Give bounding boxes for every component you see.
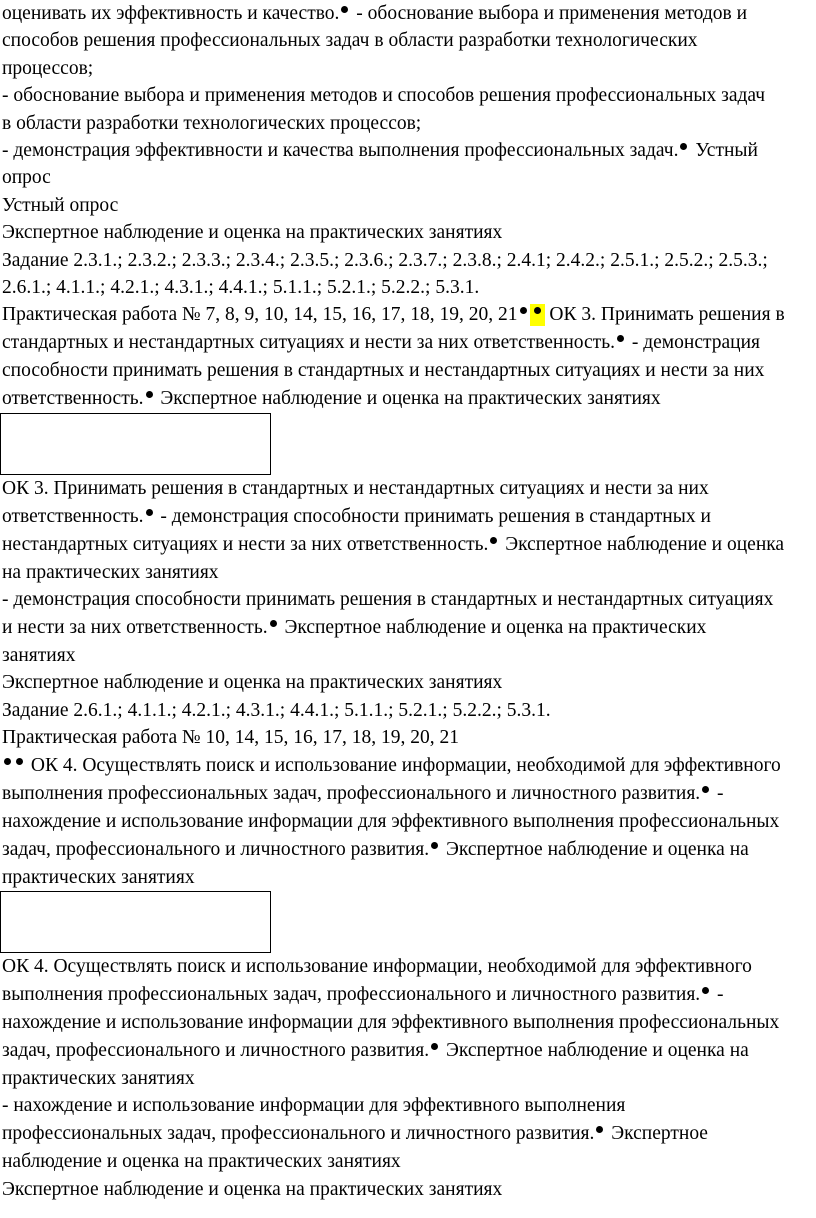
text-line: нахождение и использование информации для эффективного выполнения профессиональных — [2, 810, 780, 832]
text-line: практических занятиях — [2, 1068, 195, 1090]
text-line: оценивать их эффективность и качество. - обоснование выбора и применения методов и — [2, 3, 748, 24]
text-line: Практическая работа № 10, 14, 15, 16, 17, 18, 19, 20, 21 — [2, 727, 460, 749]
text-line: - демонстрация эффективности и качества выполнения профессиональных задач. Устный — [2, 139, 758, 161]
text-line: способов решения профессиональных задач в области разработки технологических — [2, 30, 698, 52]
text-line: ОК 3. Принимать решения в стандартных и нестандартных ситуациях и нести за них — [2, 477, 709, 499]
bullet-icon — [341, 6, 348, 13]
text-line: - обоснование выбора и применения методов и способов решения профессиональных задач — [2, 85, 766, 107]
highlighted-marker — [530, 304, 545, 326]
empty-cell-box — [0, 891, 271, 953]
text-line: 2.6.1.; 4.1.1.; 4.2.1.; 4.3.1.; 4.4.1.; 5.1.1.; 5.2.1.; 5.2.2.; 5.3.1. — [2, 276, 480, 298]
text-line: занятиях — [2, 645, 76, 667]
text-line: Экспертное наблюдение и оценка на практических занятиях — [2, 222, 503, 244]
text-line: Экспертное наблюдение и оценка на практических занятиях — [2, 672, 503, 694]
text-line: стандартных и нестандартных ситуациях и нести за них ответственность. - демонстрация — [2, 331, 760, 353]
text-line: на практических занятиях — [2, 561, 219, 583]
bullet-icon — [680, 143, 687, 150]
text-line: задач, профессионального и личностного развития. Экспертное наблюдение и оценка на — [2, 838, 749, 860]
text-line: Практическая работа № 7, 8, 9, 10, 14, 15, 16, 17, 18, 19, 20, 21 ОК 3. Принимать решения в — [2, 304, 785, 326]
text-line: ОК 4. Осуществлять поиск и использование информации, необходимой для эффективного — [2, 752, 816, 780]
text-line: профессиональных задач, профессионального и личностного развития. Экспертное — [2, 1123, 708, 1145]
text-line: опрос — [2, 167, 51, 189]
text-line: - нахождение и использование информации для эффективного выполнения — [2, 1095, 626, 1117]
bullet-icon — [431, 842, 438, 849]
text-line: процессов; — [2, 57, 94, 79]
text-line: - демонстрация способности принимать решения в стандартных и нестандартных ситуациях — [2, 589, 774, 611]
text-line: ОК 4. Осуществлять поиск и использование информации, необходимой для эффективного — [2, 956, 752, 978]
text-line: наблюдение и оценка на практических занятиях — [2, 1151, 401, 1173]
text-line: задач, профессионального и личностного развития. Экспертное наблюдение и оценка на — [2, 1040, 749, 1062]
text-line: нахождение и использование информации для эффективного выполнения профессиональных — [2, 1012, 780, 1034]
text-line: и нести за них ответственность. Экспертное наблюдение и оценка на практических — [2, 617, 707, 639]
bullet-icon — [146, 509, 153, 516]
bullet-icon — [702, 786, 709, 793]
text-line: Задание 2.6.1.; 4.1.1.; 4.2.1.; 4.3.1.; 4.4.1.; 5.1.1.; 5.2.1.; 5.2.2.; 5.3.1. — [2, 699, 551, 721]
bullet-icon — [146, 391, 153, 398]
bullet-icon — [534, 307, 541, 314]
text-line: нестандартных ситуациях и нести за них ответственность. Экспертное наблюдение и оценка — [2, 533, 785, 555]
bullet-icon — [490, 537, 497, 544]
text-line: способности принимать решения в стандартных и нестандартных ситуациях и нести за них — [2, 359, 765, 381]
text-line: ответственность. Экспертное наблюдение и оценка на практических занятиях — [2, 387, 661, 409]
bullet-icon — [16, 758, 23, 765]
text-line: практических занятиях — [2, 866, 195, 888]
text-line: Задание 2.3.1.; 2.3.2.; 2.3.3.; 2.3.4.; 2.3.5.; 2.3.6.; 2.3.7.; 2.3.8.; 2.4.1; 2.4.2.; 2.5.1.; 2.5.2.; 2.5.3.; — [2, 249, 768, 271]
bullet-icon — [431, 1043, 438, 1050]
bullet-icon — [702, 987, 709, 994]
bullet-icon — [617, 335, 624, 342]
empty-cell-box — [0, 413, 271, 475]
text-line: выполнения профессиональных задач, профессионального и личностного развития. - — [2, 782, 724, 804]
bullet-icon — [520, 307, 527, 314]
bullet-icon — [4, 758, 11, 765]
text-line: Экспертное наблюдение и оценка на практических занятиях — [2, 1178, 503, 1200]
bullet-icon — [270, 620, 277, 627]
bullet-icon — [596, 1126, 603, 1133]
text-line: выполнения профессиональных задач, профессионального и личностного развития. - — [2, 984, 724, 1006]
text-line: Устный опрос — [2, 194, 119, 216]
text-line: в области разработки технологических процессов; — [2, 112, 422, 134]
text-line: ответственность. - демонстрация способности принимать решения в стандартных и — [2, 505, 711, 527]
